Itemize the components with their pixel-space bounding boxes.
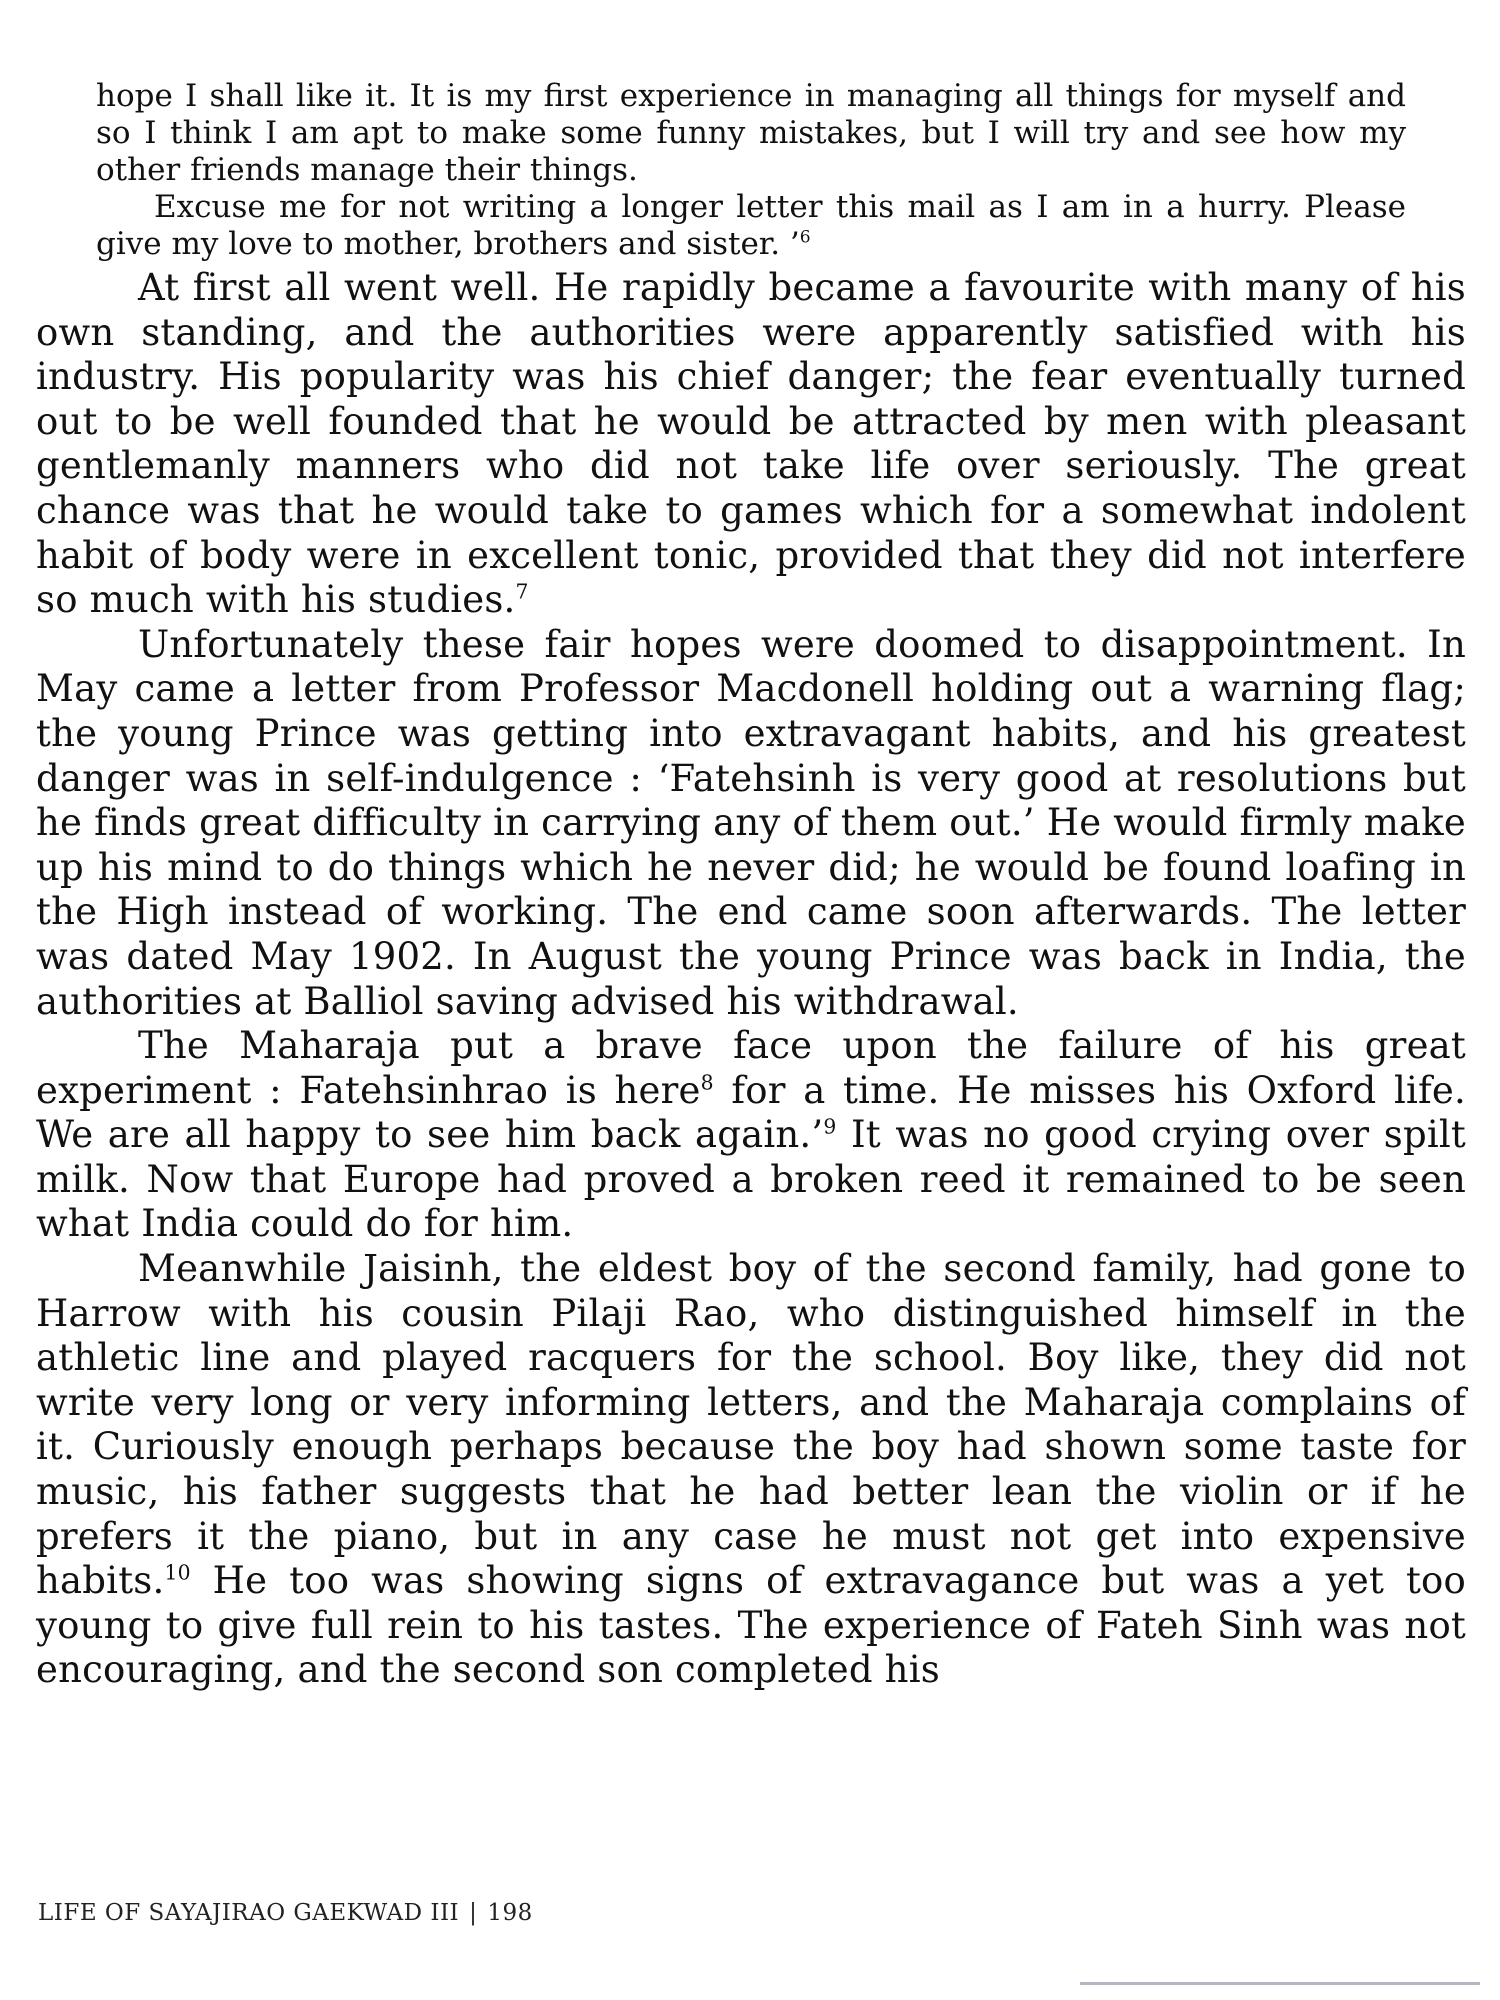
paragraph (36, 266, 1466, 623)
footnote-ref: 10 (164, 1560, 191, 1585)
paragraph-text: It was no good crying over spilt milk. Now that Europe had proved a broken reed it remained to be seen what India could do for him. (36, 1113, 1466, 1246)
footer-separator: | (469, 1900, 478, 1926)
footnote-ref: 6 (799, 227, 811, 248)
quote-paragraph (96, 189, 1406, 263)
quote-paragraph (96, 78, 1406, 189)
page-number: 198 (487, 1900, 533, 1926)
paragraph (36, 1247, 1466, 1693)
footnote-ref: 9 (823, 1114, 837, 1139)
paragraph-text: He too was showing signs of extravagance but was a yet too young to give full rein to his tastes. The experience of Fateh Sinh was not encouraging, and the second son completed his (36, 1559, 1466, 1692)
quote-text: hope I shall like it. It is my first experience in managing all things for myself and so I think I am apt to make some funny mistakes, but I will try and see how my other friends manage their things. (96, 78, 1406, 188)
paragraph-text: Meanwhile Jaisinh, the eldest boy of the second family, had gone to Harrow with his cousin Pilaji Rao, who distinguished himself in the athletic line and played racquers for the school. Boy like, they did not write very long or very informing letters, and the Maharaja complains of it. Curiously enough perhaps because the boy had shown some taste for music, his father suggests that he had better lean the violin or if he prefers it the piano, but in any case he must not get into expensive habits. (36, 1247, 1466, 1603)
paragraph-text: Unfortunately these fair hopes were doomed to disappointment. In May came a letter from Professor Macdonell holding out a warning flag; the young Prince was getting into extravagant habits, and his greatest danger was in self-indulgence : ‘Fatehsinh is very good at resolutions but he finds great difficulty in carrying any of them out.’ He would firmly make up his mind to do things which he never did; he would be found loafing in the High instead of working. The end came soon afterwards. The letter was dated May 1902. In August the young Prince was back in India, the authorities at Balliol saving advised his withdrawal. (36, 622, 1466, 1023)
scan-edge-line (1080, 1982, 1480, 1985)
block-quote (96, 78, 1406, 263)
footnote-ref: 7 (515, 579, 529, 604)
paragraph-text: The Maharaja put a brave face upon the failure of his great experiment : Fatehsinhrao is here (36, 1024, 1466, 1112)
page-footer (38, 1900, 533, 1926)
body-text (36, 266, 1466, 1693)
quote-text: Excuse me for not writing a longer letter this mail as I am in a hurry. Please give my love to mother, brothers and sister. ’ (96, 189, 1406, 262)
paragraph (36, 1024, 1466, 1247)
book-title: LIFE OF SAYAJIRAO GAEKWAD III (38, 1900, 460, 1926)
paragraph (36, 623, 1466, 1024)
paragraph-text: for a time. He misses his Oxford life. We are all happy to see him back again.’ (36, 1068, 1466, 1157)
footnote-ref: 8 (700, 1070, 714, 1095)
paragraph-text: At first all went well. He rapidly became a favourite with many of his own standing, and the authorities were apparently satisfied with his industry. His popularity was his chief danger; the fear eventually turned out to be well founded that he would be attracted by men with pleasant gentlemanly manners who did not take life over seriously. The great chance was that he would take to games which for a somewhat indolent habit of body were in excellent tonic, provided that they did not interfere so much with his studies. (36, 266, 1466, 622)
